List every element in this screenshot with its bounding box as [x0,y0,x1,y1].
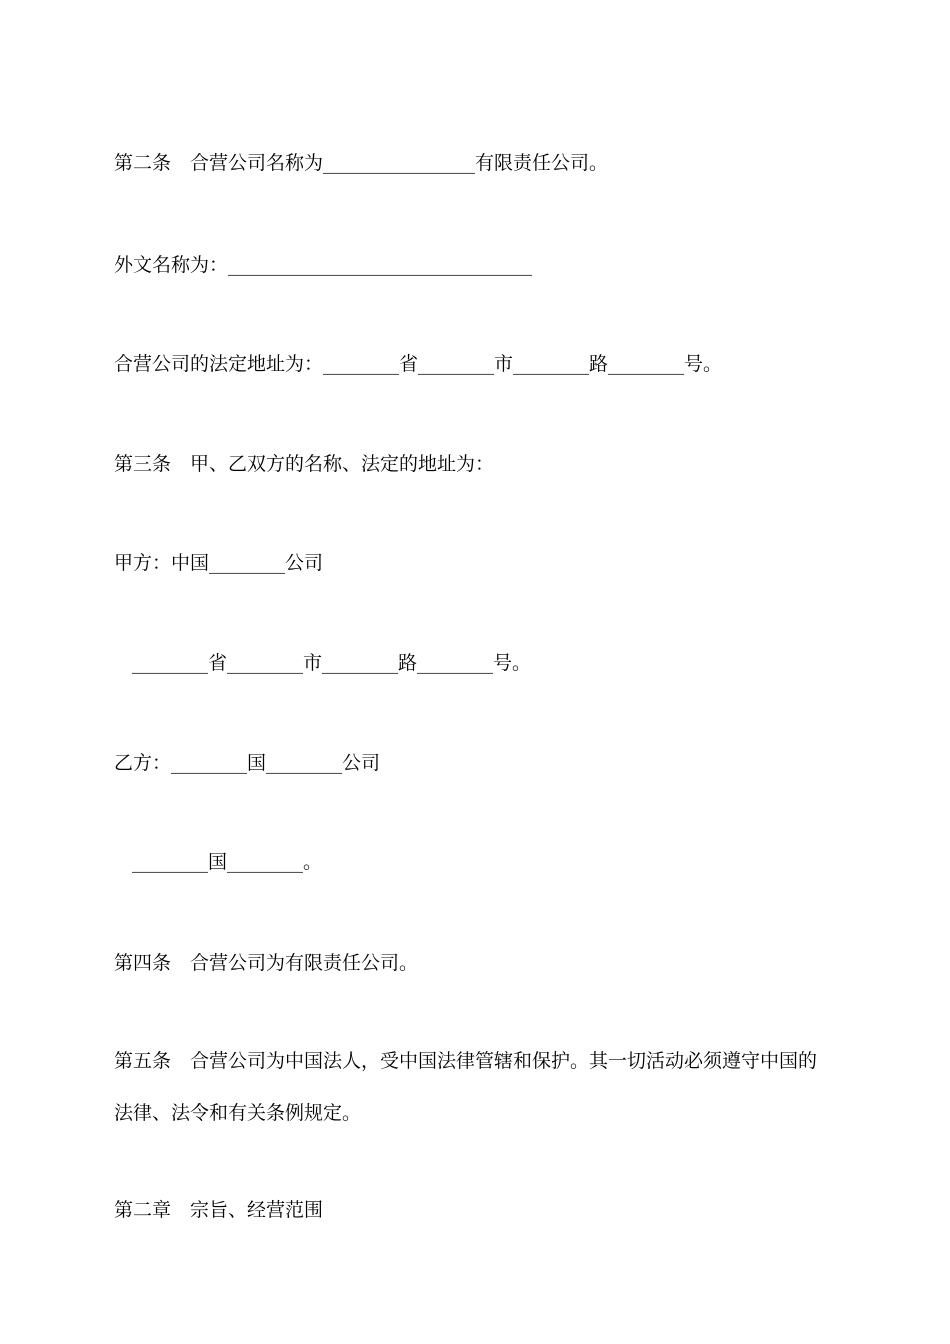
article-2-company-name: 第二条 合营公司名称为________________有限责任公司。 [114,152,609,174]
article-5-line-2: 法律、法令和有关条例规定。 [114,1102,362,1124]
party-a-address-line: ________省________市________路________号。 [132,652,532,674]
foreign-name-line: 外文名称为：________________________________ [114,254,533,276]
chapter-2-heading: 第二章 宗旨、经营范围 [114,1199,324,1221]
party-b-line: 乙方：________国________公司 [114,752,381,774]
article-5-line-1: 第五条 合营公司为中国法人，受中国法律管辖和保护。其一切活动必须遵守中国的 [114,1050,818,1072]
legal-address-line: 合营公司的法定地址为：________省________市________路________号。 [114,353,723,375]
article-4-line: 第四条 合营公司为有限责任公司。 [114,952,419,974]
party-b-address-line: ________国________。 [132,851,323,873]
article-3-heading: 第三条 甲、乙双方的名称、法定的地址为： [114,453,495,475]
party-a-line: 甲方：中国________公司 [114,552,324,574]
